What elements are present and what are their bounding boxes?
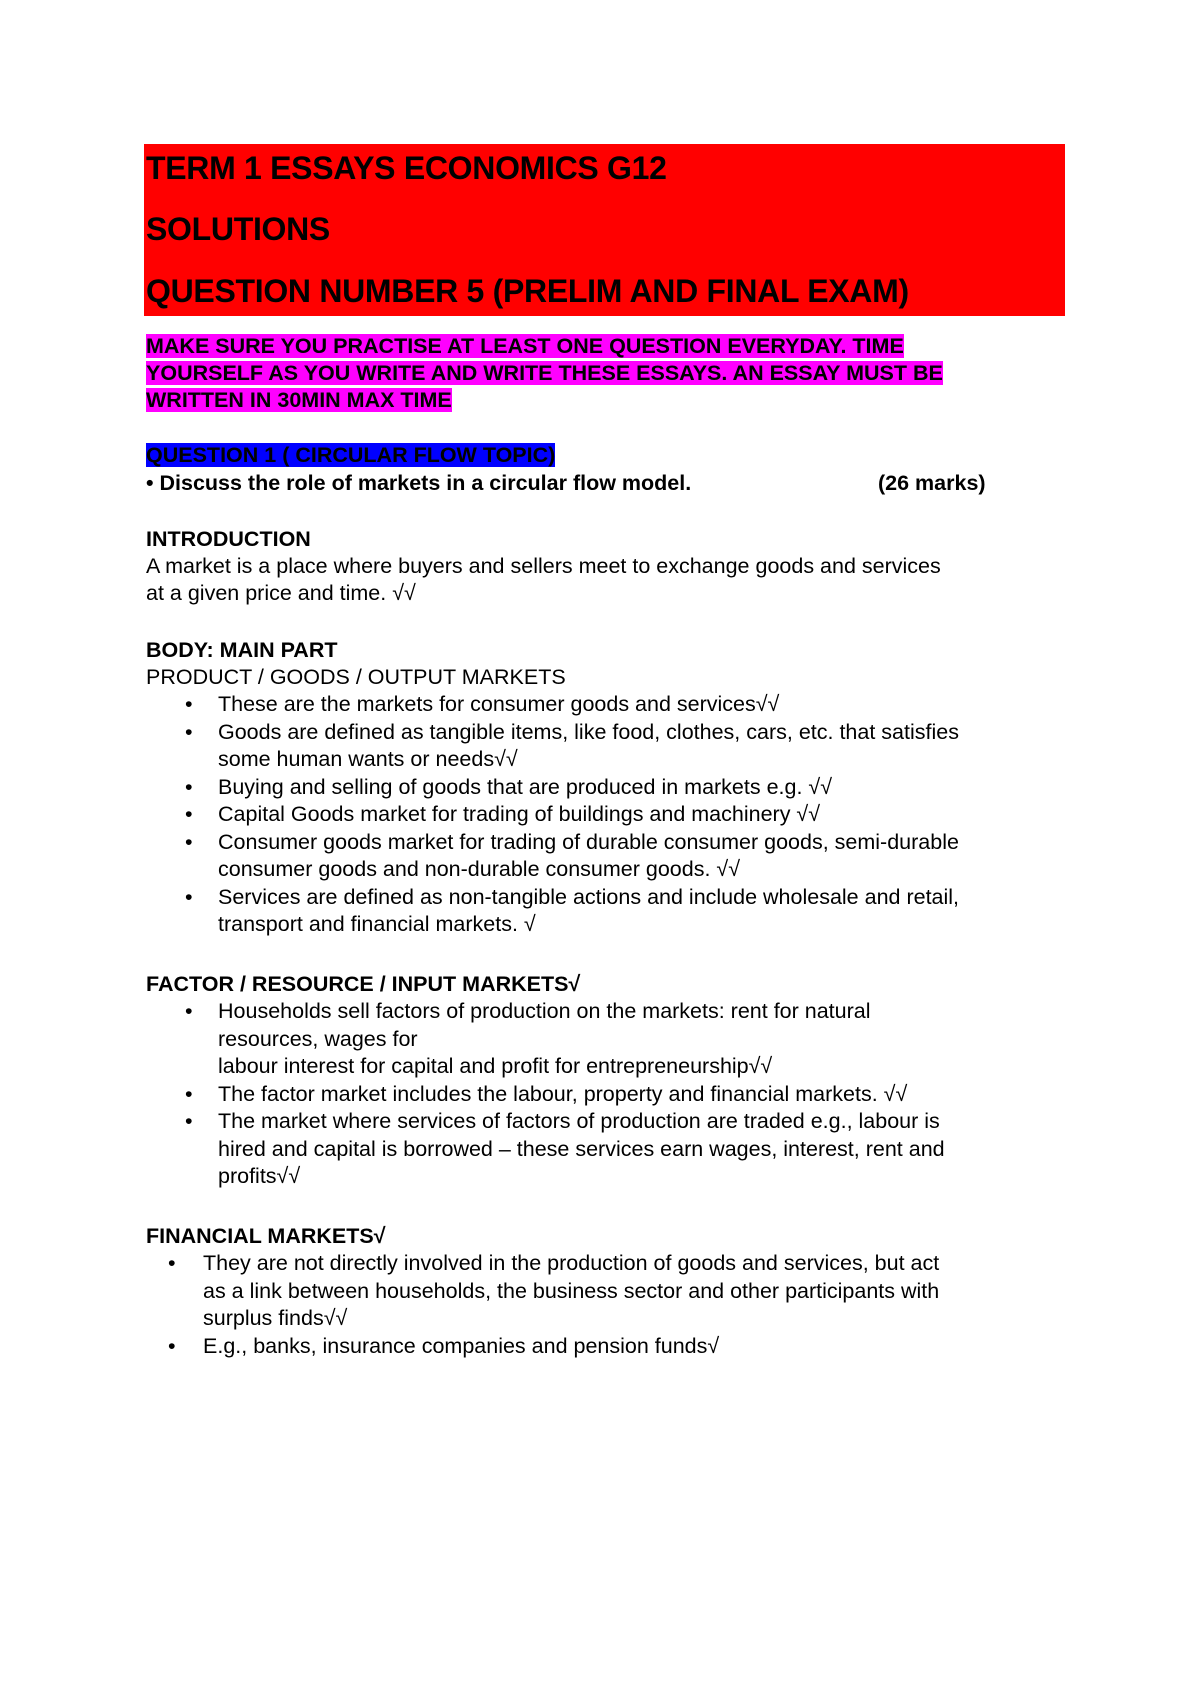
- bullet-marker: •: [185, 719, 193, 744]
- document-title: TERM 1 ESSAYS ECONOMICS G12: [146, 150, 667, 186]
- product-markets-item-6-line-1: Services are defined as non-tangible actions and include wholesale and retail,: [218, 884, 960, 909]
- bullet-marker: •: [185, 829, 193, 854]
- instruction-line-1: MAKE SURE YOU PRACTISE AT LEAST ONE QUESTION EVERYDAY. TIME: [146, 334, 904, 358]
- factor-markets-item-3-line-2: hired and capital is borrowed – these services earn wages, interest, rent and: [218, 1136, 945, 1161]
- product-markets-item-5-line-1: Consumer goods market for trading of durable consumer goods, semi-durable: [218, 829, 959, 854]
- factor-markets-item-1-line-3: labour interest for capital and profit for entrepreneurship√√: [218, 1054, 773, 1078]
- product-markets-item-6-line-2: transport and financial markets. √: [218, 912, 536, 936]
- bullet-marker: •: [168, 1333, 176, 1358]
- financial-markets-item-2-line-1: E.g., banks, insurance companies and pension funds√: [203, 1333, 720, 1358]
- factor-markets-item-3-line-3: profits√√: [218, 1164, 301, 1188]
- factor-markets-item-1-line-2: resources, wages for: [218, 1026, 418, 1051]
- financial-markets-item-1-line-3: surplus finds√√: [203, 1306, 348, 1330]
- bullet-marker: •: [185, 1081, 193, 1106]
- bullet-marker: •: [168, 1251, 176, 1275]
- document-subtitle: SOLUTIONS: [146, 211, 330, 247]
- financial-markets-heading: FINANCIAL MARKETS√: [146, 1224, 386, 1248]
- product-markets-heading: PRODUCT / GOODS / OUTPUT MARKETS: [146, 665, 566, 689]
- bullet-marker: •: [185, 774, 193, 799]
- product-markets-item-2-line-2: some human wants or needs√√: [218, 747, 518, 771]
- product-markets-item-3-line-1: Buying and selling of goods that are produced in markets e.g. √√: [218, 774, 833, 799]
- factor-markets-heading: FACTOR / RESOURCE / INPUT MARKETS√: [146, 972, 581, 996]
- bullet-marker: •: [185, 884, 193, 909]
- body-heading: BODY: MAIN PART: [146, 638, 338, 662]
- bullet-marker: •: [185, 692, 193, 716]
- question-prompt: • Discuss the role of markets in a circular flow model.: [146, 471, 692, 495]
- question-marks: (26 marks): [878, 471, 986, 495]
- bullet-marker: •: [185, 999, 193, 1023]
- introduction-heading: INTRODUCTION: [146, 527, 311, 551]
- product-markets-item-5-line-2: consumer goods and non-durable consumer goods. √√: [218, 857, 740, 881]
- question-heading: QUESTION 1 ( CIRCULAR FLOW TOPIC): [146, 443, 556, 467]
- financial-markets-item-1-line-2: as a link between households, the business sector and other participants with: [203, 1278, 940, 1303]
- instruction-line-3: WRITTEN IN 30MIN MAX TIME: [146, 388, 452, 412]
- factor-markets-item-3-line-1: The market where services of factors of production are traded e.g., labour is: [218, 1109, 940, 1133]
- product-markets-item-4-line-1: Capital Goods market for trading of buildings and machinery √√: [218, 802, 821, 826]
- factor-markets-item-2-line-1: The factor market includes the labour, property and financial markets. √√: [218, 1081, 908, 1106]
- bullet-marker: •: [185, 1109, 193, 1133]
- introduction-text-line-1: A market is a place where buyers and sellers meet to exchange goods and services: [146, 554, 941, 578]
- question-number-title: QUESTION NUMBER 5 (PRELIM AND FINAL EXAM): [146, 273, 909, 309]
- bullet-marker: •: [185, 802, 193, 826]
- financial-markets-item-1-line-1: They are not directly involved in the production of goods and services, but act: [203, 1251, 940, 1275]
- product-markets-item-2-line-1: Goods are defined as tangible items, like food, clothes, cars, etc. that satisfies: [218, 719, 959, 744]
- factor-markets-item-1-line-1: Households sell factors of production on the markets: rent for natural: [218, 999, 871, 1023]
- instruction-line-2: YOURSELF AS YOU WRITE AND WRITE THESE ESSAYS. AN ESSAY MUST BE: [146, 361, 943, 385]
- introduction-text-line-2: at a given price and time. √√: [146, 581, 416, 605]
- product-markets-item-1-line-1: These are the markets for consumer goods and services√√: [218, 692, 780, 716]
